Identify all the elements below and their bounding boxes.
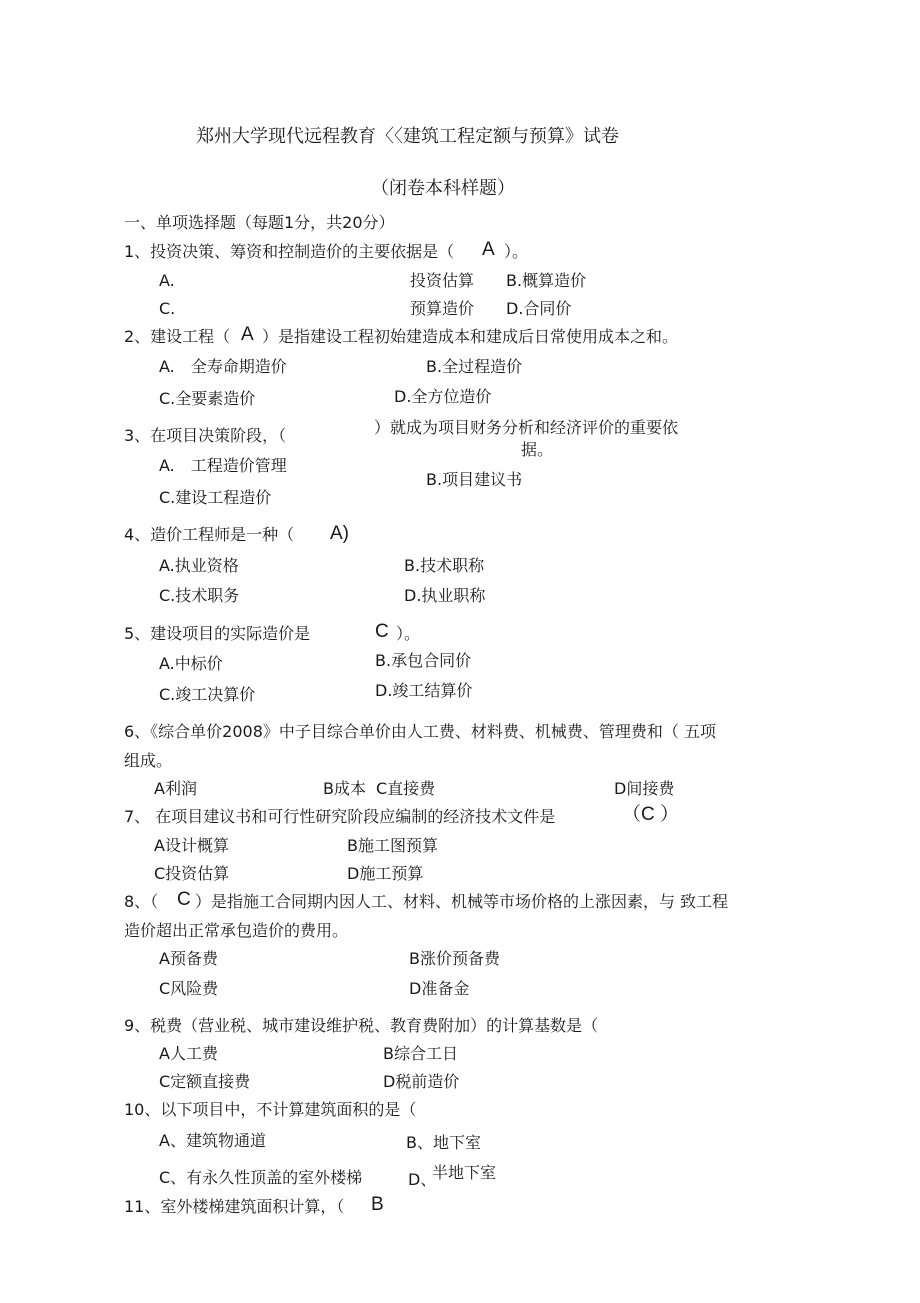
question-stem: 2、建设工程（ [124,327,231,346]
question-stem-end: ）。 [504,242,529,261]
option-d: D.合同价 [506,299,572,318]
option-c: C.建设工程造价 [159,488,272,507]
question-stem-end: ）。 [396,624,421,643]
question-stem: 11、室外楼梯建筑面积计算，（ [124,1197,345,1216]
question-stem: ）是指施工合同期内因人工、材料、机械等市场价格的上涨因素，与 致工程 [195,892,729,911]
option-c: C.竣工决算价 [159,685,256,704]
option-b: B.概算造价 [506,271,587,290]
option-c: C投资估算 [154,864,230,883]
option-c: C定额直接费 [159,1072,251,1091]
option-b: B.技术职称 [404,556,485,575]
option-d: D间接费 [614,779,675,798]
option-b: B施工图预算 [347,836,438,855]
question-stem: 10、以下项目中，不计算建筑面积的是（ [124,1100,417,1119]
option-d: D准备金 [409,979,470,998]
section-heading: 一、单项选择题（每题1分，共20分） [124,213,395,232]
option-d: D.竣工结算价 [375,681,473,700]
option-b: B涨价预备费 [409,949,500,968]
option-c-text: 预算造价 [410,299,475,318]
question-stem-end-2: 据。 [521,440,554,459]
question-stem-end: ）是指建设工程初始建造成本和建成后日常使用成本之和。 [262,327,679,346]
option-a: A. 工程造价管理 [159,456,287,475]
option-a: A、建筑物通道 [159,1131,266,1150]
question-stem: 9、税费（营业税、城市建设维护税、教育费附加）的计算基数是（ [124,1016,599,1035]
answer-mark: （C ） [622,804,680,825]
option-d: D、 [408,1170,437,1189]
option-a: A利润 [154,779,197,798]
option-b: B、地下室 [406,1133,481,1152]
option-a: A. [159,271,175,290]
option-b: B.项目建议书 [426,470,523,489]
option-d: D.执业职称 [404,586,486,605]
question-stem: 7、 在项目建议书和可行性研究阶段应编制的经济技术文件是 [124,807,556,826]
option-b: B综合工日 [383,1044,458,1063]
option-b: B成本 [323,779,366,798]
question-stem: 1、投资决策、筹资和控制造价的主要依据是（ [124,242,455,261]
option-c: C. [159,299,176,318]
answer-mark: A [482,239,495,260]
option-c: C、有永久性顶盖的室外楼梯 [159,1168,363,1187]
question-stem-pre: 8、（ [124,892,159,911]
answer-mark: C [177,889,191,910]
exam-title: 郑州大学现代远程教育〈〈建筑工程定额与预算》试卷 [196,126,619,147]
option-c: C风险费 [159,979,219,998]
option-a: A设计概算 [154,836,229,855]
option-d: D.全方位造价 [394,387,492,406]
option-d-text: 半地下室 [432,1163,497,1182]
answer-mark: A) [330,523,349,544]
answer-mark: A [241,324,254,345]
option-b: B.承包合同价 [375,651,472,670]
question-stem-end: ）就成为项目财务分析和经济评价的重要依 [374,418,679,437]
exam-subtitle: （闭卷本科样题） [371,178,515,199]
question-stem-end: 造价超出正常承包造价的费用。 [124,921,349,940]
option-b: B.全过程造价 [426,357,523,376]
option-a: A. 全寿命期造价 [159,357,287,376]
option-a: A.中标价 [159,654,223,673]
option-c: C直接费 [376,779,436,798]
question-stem: 3、在项目决策阶段，（ [124,426,287,445]
question-stem: 6、《综合单价2008》中子目综合单价由人工费、材料费、机械费、管理费和（ 五项 [124,722,716,741]
question-stem: 4、造价工程师是一种（ [124,525,295,544]
option-a-text: 投资估算 [410,271,475,290]
option-c: C.技术职务 [159,586,240,605]
answer-mark: C [375,621,389,642]
answer-mark: B [371,1194,384,1215]
option-a: A预备费 [159,949,218,968]
option-c: C.全要素造价 [159,389,256,408]
option-a: A人工费 [159,1044,218,1063]
option-a: A.执业资格 [159,556,239,575]
option-d: D税前造价 [383,1072,460,1091]
question-stem: 5、建设项目的实际造价是 [124,624,311,643]
option-d: D施工预算 [347,864,424,883]
question-stem-end: 组成。 [124,751,173,770]
